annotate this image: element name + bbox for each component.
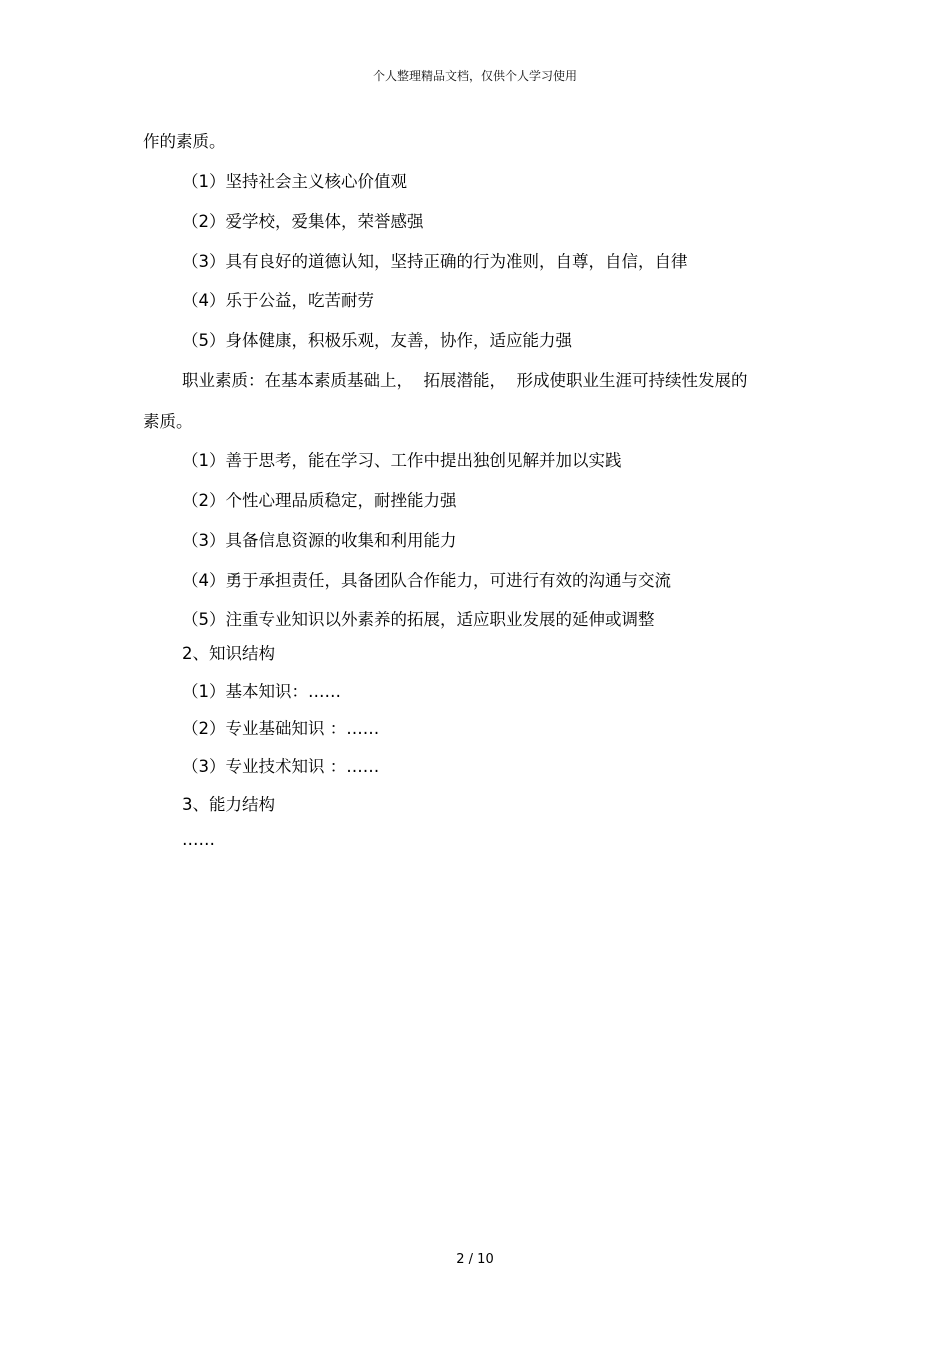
- section-heading: 3、能力结构: [182, 795, 275, 814]
- page-header: 个人整理精品文档，仅供个人学习使用: [372, 69, 577, 83]
- list-item: （1）基本知识：……: [182, 682, 341, 701]
- paragraph-line: 职业素质：在基本素质基础上， 拓展潜能， 形成使职业生涯可持续性发展的: [182, 371, 748, 390]
- list-item: （5）身体健康，积极乐观，友善，协作，适应能力强: [182, 331, 572, 350]
- list-item: （3）具有良好的道德认知，坚持正确的行为准则，自尊，自信，自律: [182, 252, 688, 271]
- list-item: （3）专业技术知识 ：……: [182, 757, 380, 776]
- list-item: （4）乐于公益，吃苦耐劳: [182, 291, 374, 310]
- list-item: （1）坚持社会主义核心价值观: [182, 172, 407, 191]
- paragraph-line: 素质。: [143, 412, 193, 431]
- list-item: （2）个性心理品质稳定，耐挫能力强: [182, 491, 457, 510]
- list-item: （2）爱学校，爱集体，荣誉感强: [182, 212, 424, 231]
- list-item: （4）勇于承担责任，具备团队合作能力，可进行有效的沟通与交流: [182, 571, 671, 590]
- section-heading: 2、知识结构: [182, 644, 275, 663]
- ellipsis-text: ……: [182, 830, 215, 849]
- list-item: （5）注重专业知识以外素养的拓展，适应职业发展的延伸或调整: [182, 610, 655, 629]
- page-number: 2 / 10: [456, 1252, 494, 1267]
- paragraph-continuation: 作的素质。: [143, 132, 226, 151]
- list-item: （2）专业基础知识 ：……: [182, 719, 380, 738]
- list-item: （1）善于思考，能在学习、工作中提出独创见解并加以实践: [182, 451, 622, 470]
- list-item: （3）具备信息资源的收集和利用能力: [182, 531, 457, 550]
